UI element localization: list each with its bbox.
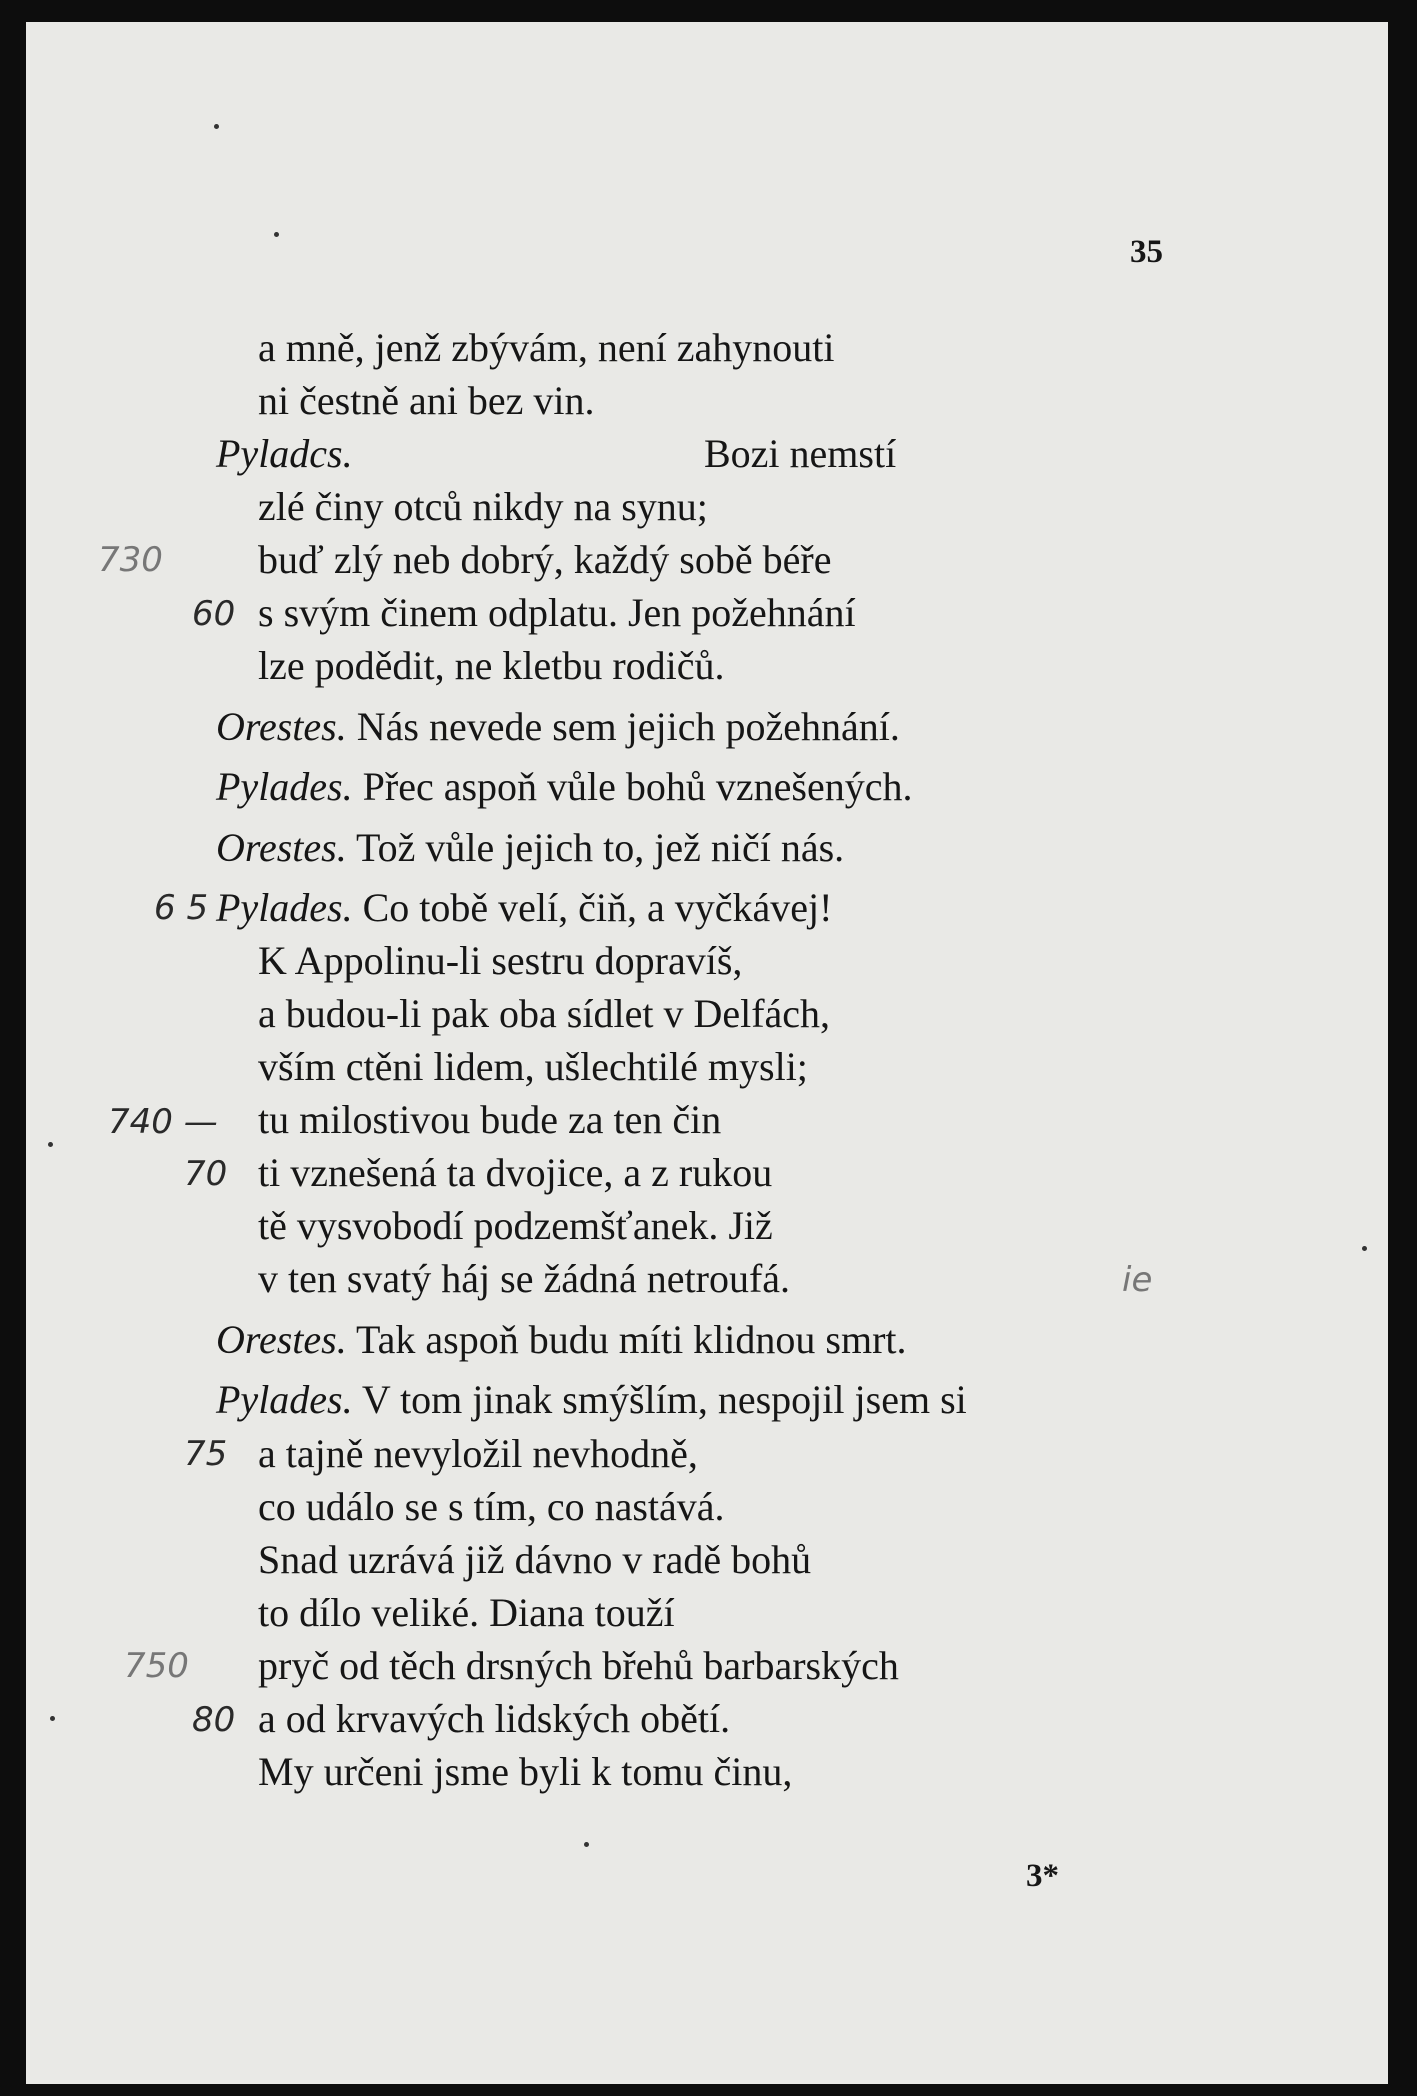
verse-line: buď zlý neb dobrý, každý sobě béře: [258, 537, 832, 582]
verse-line: a od krvavých lidských obětí.: [258, 1696, 731, 1741]
verse-line: a tajně nevyložil nevhodně,: [258, 1431, 698, 1476]
verse-line: Bozi nemstí: [704, 431, 897, 476]
scan-speck: [48, 1142, 53, 1147]
speaker-name: Pyladcs.: [216, 431, 353, 476]
margin-note: 730: [98, 540, 163, 580]
verse-line: to dílo veliké. Diana touží: [258, 1590, 675, 1635]
margin-note: 740 —: [108, 1102, 218, 1142]
verse-line: v ten svatý háj se žádná netroufá.: [258, 1256, 791, 1301]
scan-speck: [584, 1842, 589, 1847]
margin-note: 750: [124, 1646, 189, 1686]
verse-line: K Appolinu-li sestru dopravíš,: [258, 938, 743, 983]
verse-line: Snad uzrává již dávno v radě bohů: [258, 1537, 812, 1582]
verse-line: ni čestně ani bez vin.: [258, 378, 595, 423]
margin-note: 60: [192, 594, 236, 634]
margin-note: 80: [192, 1700, 236, 1740]
verse-line-speaker: [216, 432, 353, 476]
verse-line: zlé činy otců nikdy na synu;: [258, 484, 708, 529]
verse-line: lze podědit, ne kletbu rodičů.: [258, 643, 725, 688]
verse-line: s svým činem odplatu. Jen požehnání: [258, 590, 856, 635]
verse-line: tu milostivou bude za ten čin: [258, 1097, 722, 1142]
verse-line-speaker: Orestes. Tož vůle jejich to, jež ničí nás.: [216, 825, 845, 870]
book-page: [26, 22, 1388, 2084]
margin-note: ie: [1122, 1260, 1153, 1300]
verse-line-speaker: Pylades. Přec aspoň vůle bohů vznešených.: [216, 764, 913, 809]
speaker-name: Orestes.: [216, 825, 347, 870]
page-number: 35: [1130, 234, 1163, 270]
scan-speck: [274, 232, 279, 237]
speaker-name: Pylades.: [216, 885, 353, 930]
verse-line-speaker: Pylades. Co tobě velí, čiň, a vyčkávej!: [216, 885, 833, 930]
verse-line: pryč od těch drsných břehů barbarských: [258, 1643, 899, 1688]
verse-line: a budou-li pak oba sídlet v Delfách,: [258, 991, 831, 1036]
speaker-name: Orestes.: [216, 704, 347, 749]
scan-speck: [50, 1716, 55, 1721]
verse-line-speaker: Pylades. V tom jinak smýšlím, nespojil jsem si: [216, 1377, 967, 1422]
verse-line: a mně, jenž zbývám, není zahynouti: [258, 325, 835, 370]
margin-note: 6 5: [154, 888, 209, 928]
scan-speck: [1362, 1246, 1367, 1251]
signature-mark: 3*: [1026, 1858, 1059, 1894]
verse-line: ti vznešená ta dvojice, a z rukou: [258, 1150, 773, 1195]
margin-note: 75: [184, 1434, 228, 1474]
verse-line-speaker: Orestes. Tak aspoň budu míti klidnou smrt.: [216, 1317, 907, 1362]
speaker-name: Pylades.: [216, 764, 353, 809]
verse-line: co událo se s tím, co nastává.: [258, 1484, 725, 1529]
verse-line-speaker: Orestes. Nás nevede sem jejich požehnání.: [216, 704, 900, 749]
verse-line: vším ctěni lidem, ušlechtilé mysli;: [258, 1044, 808, 1089]
speaker-name: Orestes.: [216, 1317, 347, 1362]
margin-note: 70: [184, 1154, 228, 1194]
speaker-name: Pylades.: [216, 1377, 353, 1422]
scan-speck: [214, 124, 219, 129]
verse-line: My určeni jsme byli k tomu činu,: [258, 1749, 793, 1794]
verse-line: tě vysvobodí podzemšťanek. Již: [258, 1203, 773, 1248]
